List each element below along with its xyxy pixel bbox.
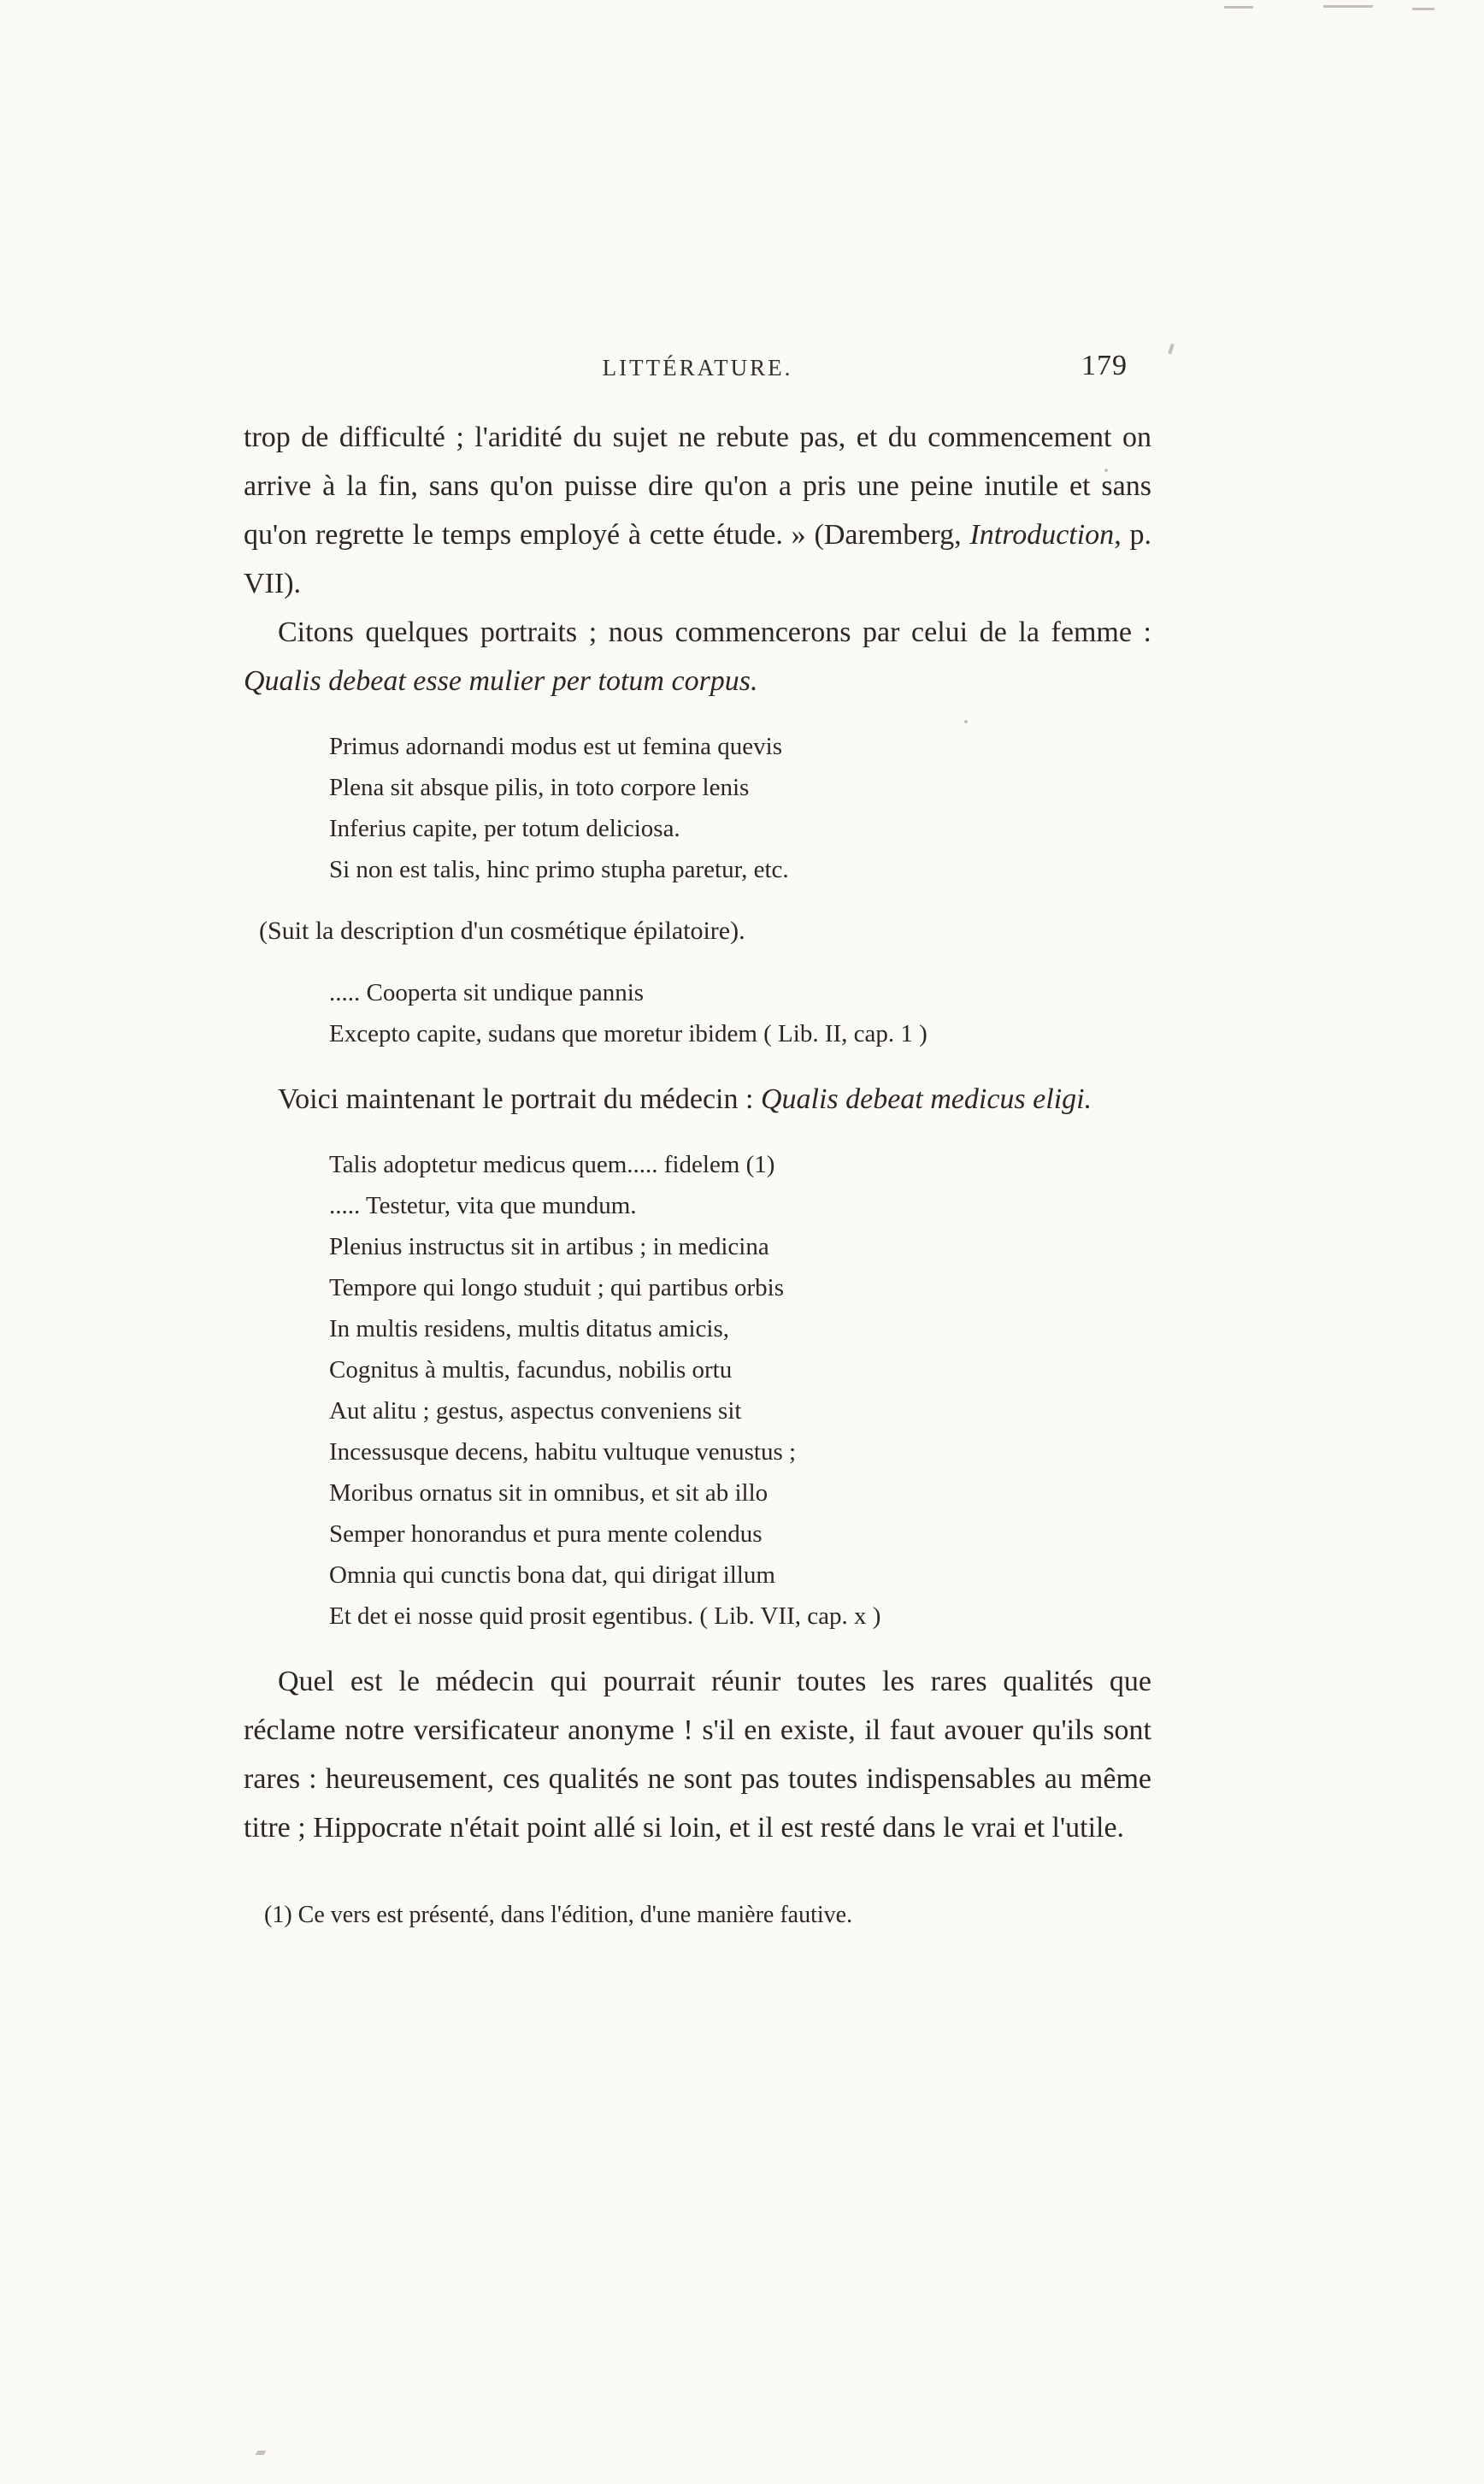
verse-line: Semper honorandus et pura mente colendus [329, 1520, 763, 1548]
paragraph-text: Voici maintenant le portrait du médecin : [278, 1083, 761, 1115]
paragraph [244, 608, 1151, 705]
verse-line: Plena sit absque pilis, in toto corpore lenis [329, 774, 750, 801]
scan-artifact [1323, 5, 1373, 8]
cited-work-title: Introduction [969, 519, 1115, 551]
verse-block-1 [329, 726, 1151, 890]
scan-artifact [256, 2451, 267, 2455]
verse-line: Aut alitu ; gestus, aspectus conveniens sit [329, 1397, 742, 1425]
verse-line: Cognitus à multis, facundus, nobilis ortu [329, 1356, 733, 1384]
paragraph-text: Citons quelques portraits ; nous commencerons par celui de la femme : [278, 617, 1151, 648]
verse-block-3 [329, 1144, 1151, 1637]
footnote: (1) Ce vers est présenté, dans l'édition, d'une manière fautive. [264, 1902, 853, 1928]
running-title: LITTÉRATURE. [602, 355, 793, 381]
scan-artifact [1412, 8, 1434, 10]
paragraph-text: trop de difficulté ; l'aridité du sujet ne rebute pas, et du commencement on arrive à la fin, sans qu'on puisse dire qu'on a pris une peine inutile et sans qu'on regrette le temps employé à cette étude. » (Daremberg, [244, 422, 1151, 551]
verse-line: Plenius instructus sit in artibus ; in medicina [329, 1233, 769, 1260]
paragraph [244, 1657, 1151, 1852]
verse-line: In multis residens, multis ditatus amicis, [329, 1315, 729, 1342]
verse-block-2 [329, 972, 1151, 1054]
verse-line: ..... Testetur, vita que mundum. [329, 1192, 637, 1219]
verse-line: Omnia qui cunctis bona dat, qui dirigat illum [329, 1561, 775, 1589]
verse-line: Tempore qui longo studuit ; qui partibus orbis [329, 1274, 785, 1301]
paragraph-continuation [244, 413, 1151, 608]
verse-line: Inferius capite, per totum deliciosa. [329, 815, 680, 842]
scan-artifact [1224, 6, 1253, 9]
scan-artifact [1168, 344, 1175, 355]
verse-line: Moribus ornatus sit in omnibus, et sit ab illo [329, 1479, 768, 1507]
paragraph [244, 1075, 1151, 1124]
verse-line: Et det ei nosse quid prosit egentibus. ( Lib. VII, cap. x ) [329, 1602, 881, 1630]
latin-title: Qualis debeat esse mulier per totum corpus. [244, 665, 758, 697]
paragraph-text: Quel est le médecin qui pourrait réunir toutes les rares qualités que réclame notre versificateur anonyme ! s'il en existe, il faut avouer qu'ils sont rares : heureusement, ces qualités ne sont pas toutes indispensables au même titre ; Hippocrate n'était point allé si loin, et il est resté dans le vrai et l'utile. [244, 1666, 1151, 1844]
verse-line: Talis adoptetur medicus quem..... fidelem (1) [329, 1151, 775, 1178]
latin-title: Qualis debeat medicus eligi. [760, 1083, 1092, 1115]
verse-line: ..... Cooperta sit undique pannis [329, 979, 645, 1006]
parenthetical-note: (Suit la description d'un cosmétique épilatoire). [259, 917, 745, 945]
verse-line: Excepto capite, sudans que moretur ibidem ( Lib. II, cap. 1 ) [329, 1020, 928, 1047]
verse-line: Primus adornandi modus est ut femina quevis [329, 733, 782, 760]
verse-line: Si non est talis, hinc primo stupha paretur, etc. [329, 856, 789, 883]
paragraph-text: , p. VII). [244, 519, 1152, 599]
page-number: 179 [1081, 350, 1128, 381]
page-header [244, 350, 1151, 392]
verse-line: Incessusque decens, habitu vultuque venustus ; [329, 1438, 797, 1466]
text-block [244, 350, 1152, 1932]
